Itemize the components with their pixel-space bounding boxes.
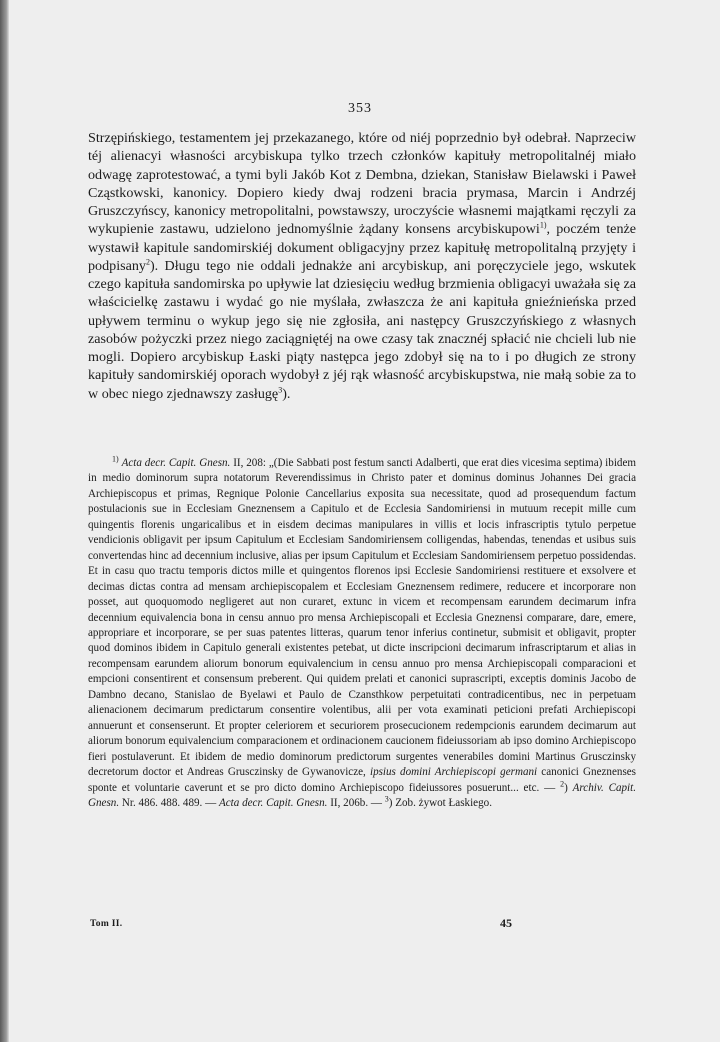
book-spine-edge	[0, 0, 9, 1042]
footnote-2-mark: 2	[560, 778, 565, 788]
footnote-3-mark: 3	[384, 794, 389, 804]
body-text-2: , poczém tenże wystawił kapitule sandomirskiéj dokument obligacyjny przez kapitułę metropolitalną przyjęty i podpisany	[88, 221, 636, 274]
body-text-3: ). Długu tego nie oddali jednakże ani arcybiskup, ani poręczyciele jego, wskutek czego kapituła sandomirska po upływie lat dziesięciu według brzmienia obligacyi uważała się za właścicielkę zastawu i wydać go nie myślała, zwłaszcza że ani kapituła gnieźnieńska przed upływem terminu o wykup jego się nie zgłosiła, ani następcy Gruszczyńskiego z własnych zasobów pożyczki przez niego zaciągniętéj na owe czasy tak znacznéj spłacić nie chcieli lub nie mogli. Dopiero arcybiskup Łaski piąty następca jego zdobył się na to i po długich ze strony kapituły sandomirskiéj oporach wydobył z jéj rąk własność arcybiskupstwa, nie małą sobie za to w obec niego zjednawszy zasługę	[88, 257, 636, 402]
footnote-2-source: Archiv. Capit. Gnesn.	[88, 781, 636, 809]
page-number: 353	[348, 101, 372, 116]
footnotes: $^{1)}$ Acta decr. Capit. Gnesn. II, 208: „(Die Sabbati post festum sancti Adalberti, que erat dies vicesima septima) ibidem in medio dominorum supra notatorum Reverendissimus in Christo pater et dominus dominus Johannes Dei gracia Archiepiscopus et primas, Regnique Polonie Cancellarius exposita sua necessitate, quod ad prosequendum factum postulacionis sue in Ecclesiam Gneznensem a Capitulo et de Ecclesia Sandomiriensi in mutuum recepit mille cum quingentis florenis ungaricalibus et in eisdem decimas manipulares in villis et locis infrascriptis tytulo perpetue vendicionis obligavit per ipsum Capitulum et Ecclesiam Sandomiriensem colligendas, habendas, tenendas et usibus suis convertendas hinc ad decennium inclusive, alias per ipsum Capitulum et Ecclesiam Sandomiriensem perpetuo possidendas. Et in casu quo tractu temporis dictos mille et quingentos florenos ipsi Ecclesie Sandomiriensi restituere et exsolvere et decimas dictas contra ad mensam archiepiscopalem et Ecclesiam Gneznensem redimere, reducere et incorporare non posset, aut quoquomodo negligeret aut non curaret, extunc in vicem et recompensam earundem decimarum infra decennium equivalencia bona in censu annuo pro mensa Archiepiscopali et Ecclesia Gneznensi comparare, dare, emere, appropriare et incorporare, se per suas patentes litteras, quarum tenor inferius continetur, submisit et obligavit, propter quod dominos ibidem in Capitulo generali existentes petebat, ut dicte inscripcioni decimarum infrascriptarum et alias in recompensam earundem aliorum bonorum equivalencium in censu annuo pro mensa Archiepiscopali comparacioni et empcioni consentirent et consensum preberent. Qui quidem prelati et canonici suprascripti, exceptis dominis Jacobo de Dambno decano, Stanislao de Byelawi et Paulo de Czansthkow perpetuitati contradicentibus, nec in perpetuam alienacionem decimarum predictarum consentire volentibus, alii per vota examinati peticioni prefati Archiepiscopi annuerunt et consenserunt. Et propter celeriorem et securiorem prosecucionem redempcionis earundem decimarum aut aliorum bonorum equivalencium comparacionem et ordinacionem caucionem fideiussoriam ab ipso domino Archiepiscopo fieri postulaverunt. Et ibidem de medio dominorum predictorum surgentes venerabiles domini Martinus Grusczinsky decretorum doctor et Andreas Grusczinsky de Gywanovicze, ipsius domini Archiepiscopi germani canonici Gneznenses sponte et voluntarie caverunt et se pro dicto domino Archiepiscopo fideiussores posuerunt... etc. — $^2$) Archiv. Capit. Gnesn. Nr. 486. 488. 489. — Acta decr. Capit. Gnesn. II, 206b. — $^3$) Zob. żywot Łaskiego.	[88, 454, 637, 809]
footnote-1-mark: 1)	[112, 454, 119, 464]
footnote-1-text: II, 208: „(Die Sabbati post festum sancti Adalberti, que erat dies vicesima septima) ibidem in medio dominorum supra notatorum Reverendissimus in Christo pater et dominus dominus Johannes Dei gracia Archiepiscopus et primas, Regnique Polonie Cancellarius exposita sua necessitate, quod ad prosequendum factum postulacionis sue in Ecclesiam Gneznensem a Capitulo et de Ecclesia Sandomiriensi in mutuum recepit mille cum quingentis florenis ungaricalibus et in eisdem decimas manipulares in villis et locis infrascriptis tytulo perpetue vendicionis obligavit per ipsum Capitulum et Ecclesiam Sandomiriensem colligendas, habendas, tenendas et usibus suis convertendas hinc ad decennium inclusive, alias per ipsum Capitulum et Ecclesiam Sandomiriensem perpetuo possidendas. Et in casu quo tractu temporis dictos mille et quingentos florenos ipsi Ecclesie Sandomiriensi restituere et exsolvere et decimas dictas contra ad mensam archiepiscopalem et Ecclesiam Gneznensem redimere, reducere et incorporare non posset, aut quoquomodo negligeret aut non curaret, extunc in vicem et recompensam earundem decimarum infra decennium equivalencia bona in censu annuo pro mensa Archiepiscopali et Ecclesia Gneznensi comparare, dare, emere, appropriare et incorporare, se per suas patentes litteras, quarum tenor inferius continetur, submisit et obligavit, propter quod dominos ibidem in Capitulo generali existentes petebat, ut dicte inscripcioni decimarum infrascriptarum et alias in recompensam earundem aliorum bonorum equivalencium in censu annuo pro mensa Archiepiscopali comparacioni et empcioni consentirent et consensum preberent. Qui quidem prelati et canonici suprascripti, exceptis dominis Jacobo de Dambno decano, Stanislao de Byelawi et Paulo de Czansthkow perpetuitati contradicentibus, nec in perpetuam alienacionem decimarum predictarum consentire volentibus, alii per vota examinati peticioni prefati Archiepiscopi annuerunt et consenserunt. Et propter celeriorem et securiorem prosecucionem redempcionis earundem decimarum aut aliorum bonorum equivalencium comparacionem et ordinacionem caucionem fideiussoriam ab ipso domino Archiepiscopo fieri postulaverunt. Et ibidem de medio dominorum predictorum surgentes venerabiles domini Martinus Grusczinsky decretorum doctor et Andreas Grusczinsky de Gywanovicze,	[88, 457, 636, 779]
footnote-2-text-end: II, 206b. —	[327, 796, 385, 809]
footnote-mark-3: 3	[278, 384, 283, 394]
footnote-2-italic: Acta decr. Capit. Gnesn.	[218, 796, 328, 809]
sheet-signature: 45	[500, 916, 512, 930]
footnote-mark-1: 1)	[539, 220, 547, 230]
footnote-1-italic: ipsius domini Archiepiscopi germani	[369, 766, 538, 779]
body-text: Strzępińskiego, testamentem jej przekazanego, które od niéj poprzednio był odebrał. Naprzeciw téj alienacyi własności arcybiskupa tylko trzech członków kapituły metropolitalnéj miało odwagę zaprotestować, a tymi byli Jakób Kot z Dembna, dziekan, Stanisław Bielawski i Paweł Cząstkowski, kanonicy. Dopiero kiedy dwaj rodzeni bracia prymasa, Marcin i Andrzéj Gruszczyńscy, kanonicy metropolitalni, powstawszy, uroczyście własnemi majątkami ręczyli za wykupienie zastawu, udzielono jednomyślnie żądany konsens arcybiskupowi	[88, 130, 636, 238]
footnote-2-text: Nr. 486. 488. 489. —	[119, 796, 219, 809]
footnote-1-source: Acta decr. Capit. Gnesn.	[121, 457, 231, 469]
volume-signature: Tom II.	[90, 919, 123, 929]
main-text	[88, 129, 636, 403]
body-text-end: ).	[282, 385, 291, 402]
footnote-1-text-end: canonici Gneznenses sponte et voluntarie caverunt et se pro dicto domino Archiepiscopo fideiussores posuerunt... etc. —	[88, 766, 637, 794]
footnote-mark-2: 2	[145, 257, 150, 267]
footnote-3-text: Zob. żywot Łaskiego.	[392, 796, 492, 809]
